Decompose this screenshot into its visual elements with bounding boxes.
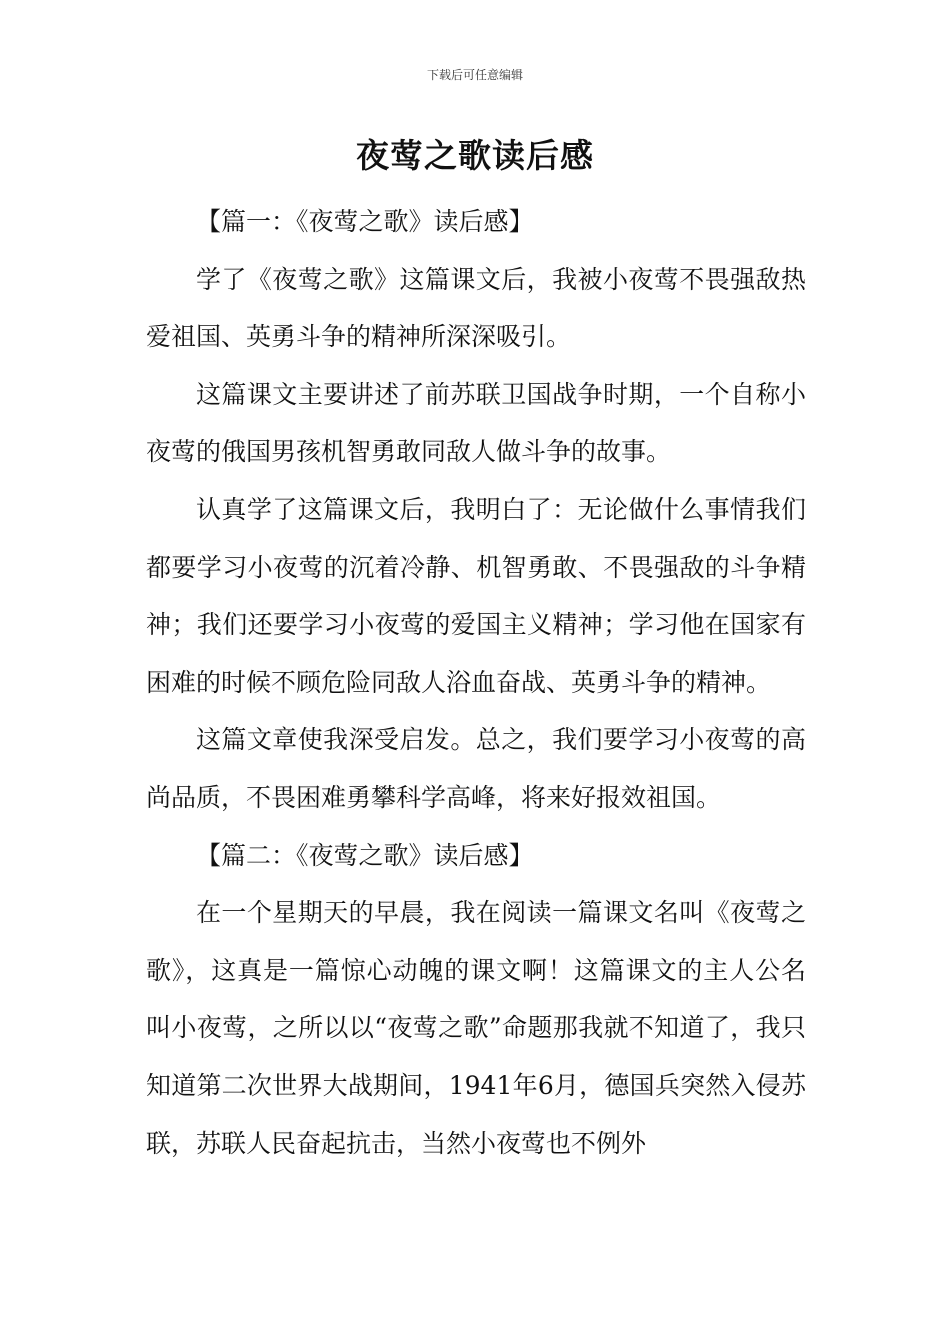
section-heading-2: 【篇二：《夜莺之歌》读后感】 [196, 840, 534, 870]
page-header-note: 下载后可任意编辑 [426, 68, 523, 82]
document-body [146, 193, 806, 1172]
paragraph: 学了《夜莺之歌》这篇课文后，我被小夜莺不畏强敌热爱祖国、英勇斗争的精神所深深吸引。 [146, 264, 806, 352]
document-title: 夜莺之歌读后感 [356, 136, 594, 175]
paragraph: 这篇文章使我深受启发。总之，我们要学习小夜莺的高尚品质，不畏困难勇攀科学高峰，将来好报效祖国。 [146, 725, 806, 812]
paragraph: 在一个星期天的早晨，我在阅读一篇课文名叫《夜莺之歌》，这真是一篇惊心动魄的课文啊！这篇课文的主人公名叫小夜莺，之所以以“夜莺之歌”命题那我就不知道了，我只知道第二次世界大战期间，1941年6月，德国兵突然入侵苏联，苏联人民奋起抗击，当然小夜莺也不例外 [146, 898, 806, 1158]
paragraph: 认真学了这篇课文后，我明白了：无论做什么事情我们都要学习小夜莺的沉着冷静、机智勇敢、不畏强敌的斗争精神；我们还要学习小夜莺的爱国主义精神；学习他在国家有困难的时候不顾危险同敌人浴血奋战、英勇斗争的精神。 [146, 494, 806, 697]
paragraph: 这篇课文主要讲述了前苏联卫国战争时期，一个自称小夜莺的俄国男孩机智勇敢同敌人做斗争的故事。 [146, 379, 806, 467]
section-heading-1: 【篇一：《夜莺之歌》读后感】 [196, 207, 534, 236]
